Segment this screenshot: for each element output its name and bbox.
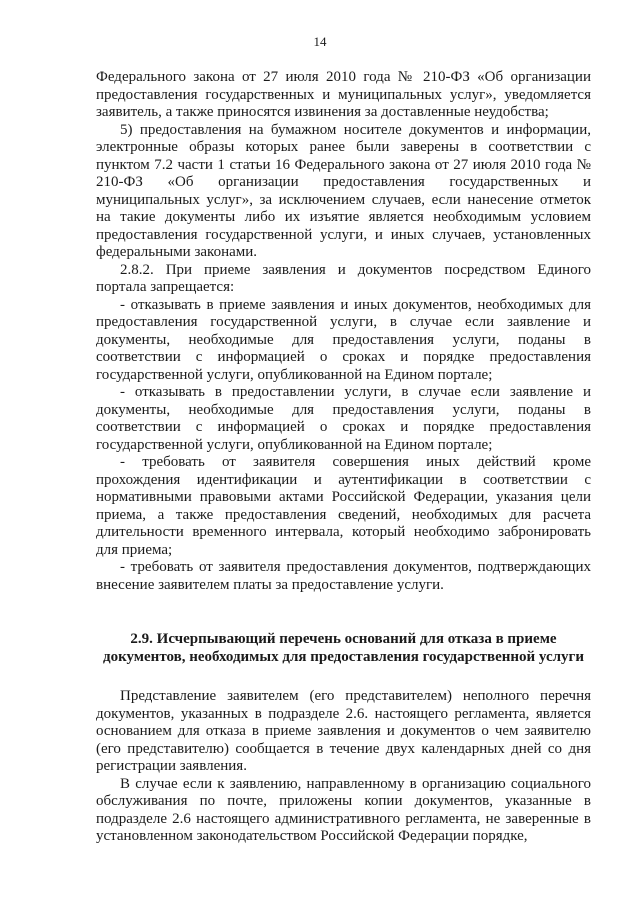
text-line: предоставления государственной услуги, в случае если заявление и <box>96 314 591 330</box>
text-line: государственной услуги, опубликованной на Едином портале; <box>96 366 493 383</box>
text-line: соответствии с информацией о сроках и порядке предоставления <box>96 349 591 365</box>
text-line: электронные образы которых ранее были заверены в соответствии с <box>96 139 591 155</box>
page-number: 14 <box>313 34 327 49</box>
text-line: федеральными законами. <box>96 244 258 260</box>
text-line: длительности временного интервала, который необходимо забронировать <box>96 524 591 540</box>
text-line: - требовать от заявителя предоставления документов, подтверждающих <box>120 559 591 575</box>
paragraph <box>96 69 591 122</box>
section-heading <box>96 630 591 666</box>
text-line: на такие документы либо их изъятие является необходимым условием <box>96 209 591 225</box>
text-line: пунктом 7.2 части 1 статьи 16 Федерального закона от 27 июля 2010 года № <box>96 156 591 173</box>
paragraph <box>96 122 591 262</box>
text-line: соответствии с информацией о сроках и порядке предоставления <box>96 419 591 435</box>
text-line: подразделе 2.6 настоящего административного регламента, не заверенные в <box>96 810 591 827</box>
text-line: муниципальных услуг», за исключением случаев, если нанесение отметок <box>96 191 591 208</box>
text-line: для приема; <box>96 541 173 558</box>
text-line: регистрации заявления. <box>96 758 247 774</box>
paragraph <box>96 688 591 776</box>
text-line: Федерального закона от 27 июля 2010 года № 210-ФЗ «Об организации <box>96 69 591 85</box>
paragraph <box>96 297 591 385</box>
text-line: документов, указанных в подразделе 2.6. настоящего регламента, является <box>96 705 591 722</box>
text-line: приема, а также предоставления сведений, необходимых для расчета <box>96 506 591 523</box>
text-line: заявитель, а также приносятся извинения за доставленные неудобства; <box>96 104 549 120</box>
text-line: установленном законодательством Российской Федерации порядке, <box>96 828 528 844</box>
text-line: 2.9. Исчерпывающий перечень оснований для отказа в приеме <box>130 631 557 647</box>
paragraph <box>96 776 591 846</box>
paragraph <box>96 559 591 594</box>
paragraph <box>96 454 591 559</box>
text-line: Представление заявителем (его представителем) неполного перечня <box>120 688 591 704</box>
paragraph <box>96 262 591 297</box>
text-line: - требовать от заявителя совершения иных действий кроме <box>120 454 591 470</box>
text-line: 5) предоставления на бумажном носителе документов и информации, <box>120 121 591 138</box>
text-line: документы, необходимые для предоставления услуги, поданы в <box>96 331 591 348</box>
document-body <box>96 69 591 846</box>
text-line: государственной услуги, опубликованной на Едином портале; <box>96 436 493 453</box>
text-line: предоставления государственных и муниципальных услуг», уведомляется <box>96 86 591 103</box>
text-line: В случае если к заявлению, направленному в организацию социального <box>120 775 591 792</box>
text-line: нормативными правовыми актами Российской Федерации, указания цели <box>96 489 591 505</box>
text-line: 210-ФЗ «Об организации предоставления государственных и <box>96 174 591 190</box>
text-line: обслуживания по почте, приложены копии документов, указанные в <box>96 793 591 809</box>
paragraph <box>96 384 591 454</box>
text-line: предоставления государственной услуги, и иных случаев, установленных <box>96 226 591 243</box>
text-line: прохождения идентификации и аутентификации в соответствии с <box>96 471 591 488</box>
text-line: - отказывать в предоставлении услуги, в случае если заявление и <box>120 384 591 400</box>
text-line: основанием для отказа в приеме заявления и документов о чем заявителю <box>96 723 591 739</box>
text-line: внесение заявителем платы за предоставление услуги. <box>96 576 444 593</box>
text-line: 2.8.2. При приеме заявления и документов посредством Единого <box>120 261 591 278</box>
text-line: документы, необходимые для предоставления услуги, поданы в <box>96 401 591 418</box>
text-line: портала запрещается: <box>96 279 235 295</box>
text-line: (его представителю) сообщается в течение двух календарных дней со дня <box>96 740 591 757</box>
text-line: документов, необходимых для предоставления государственной услуги <box>102 649 585 665</box>
text-line: - отказывать в приеме заявления и иных документов, необходимых для <box>120 296 591 313</box>
